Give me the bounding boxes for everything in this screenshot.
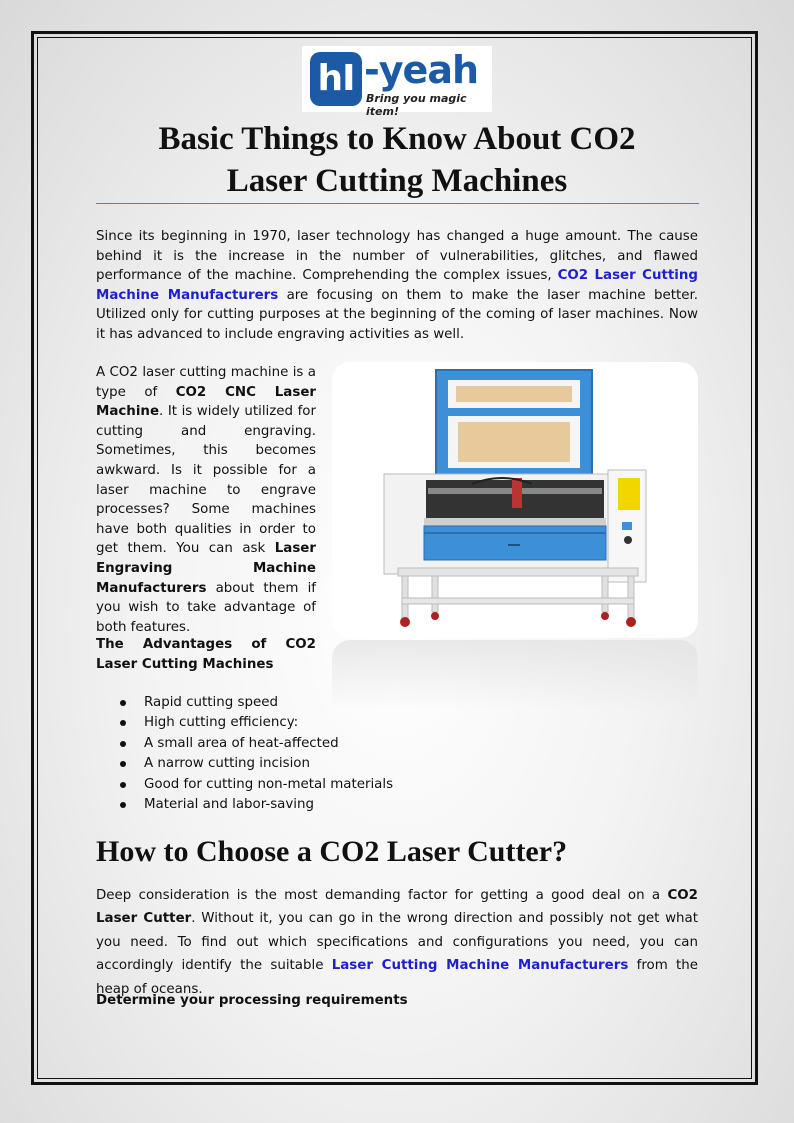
- title-divider: [96, 203, 699, 204]
- machine-text-1: A CO2 laser cutting machine is a type of: [96, 365, 316, 400]
- list-item-text: A small area of heat-affected: [144, 735, 339, 751]
- machine-text-3: about them if you wish to take advantage of both features.: [96, 580, 316, 635]
- bullet-icon: [120, 802, 126, 808]
- machine-bold-2: Laser Engraving Machine Manufacturers: [96, 541, 316, 596]
- laser-machine-illustration: [332, 362, 698, 638]
- bullet-icon: [120, 700, 126, 706]
- page-title-line2: Laser Cutting Machines: [226, 163, 568, 199]
- laser-machine-image: [332, 362, 698, 638]
- choose-paragraph: [96, 884, 698, 1001]
- processing-subheading: Determine your processing requirements: [96, 993, 408, 1008]
- list-item-text: High cutting efficiency:: [144, 715, 299, 731]
- machine-text-2: . It is widely utilized for cutting and engraving. Sometimes, this becomes awkward. Is it possible for a laser machine to engrave processes? Some machines have both qualities in order to get them. You can ask: [96, 404, 316, 557]
- list-item-text: Rapid cutting speed: [144, 695, 278, 710]
- bullet-icon: [120, 720, 126, 726]
- machine-paragraph: [96, 363, 316, 637]
- advantages-heading: The Advantages of CO2 Laser Cutting Machines: [96, 637, 316, 672]
- bullet-icon: [120, 741, 126, 747]
- list-item: [118, 693, 393, 713]
- bullet-icon: [120, 782, 126, 788]
- choose-bold-1: CO2 Laser Cutter: [96, 888, 698, 927]
- laser-manufacturers-link[interactable]: Laser Cutting Machine Manufacturers: [331, 958, 629, 974]
- page-title: [96, 118, 698, 202]
- logo-tagline: Bring you magic item!: [366, 92, 467, 118]
- intro-text-2: are focusing on them to make the laser machine better. Utilized only for cutting purposes at the beginning of the coming of laser machines. Now it has advanced to include engraving activities as well.: [96, 287, 698, 342]
- choose-text-1: Deep consideration is the most demanding factor for getting a good deal on a: [96, 888, 668, 903]
- advantages-list: [118, 693, 393, 815]
- choose-text-3: from the heap of oceans.: [96, 958, 699, 997]
- logo-badge: hI: [310, 52, 362, 106]
- list-item: [118, 795, 393, 815]
- list-item: [118, 713, 393, 733]
- page-title-line1: Basic Things to Know About CO2: [158, 121, 636, 157]
- intro-paragraph: [96, 227, 698, 345]
- list-item-text: Good for cutting non-metal materials: [144, 776, 394, 792]
- list-item: [118, 734, 393, 754]
- logo-brand-text: -yeah: [364, 48, 479, 92]
- list-item: [118, 754, 393, 774]
- bullet-icon: [120, 761, 126, 767]
- list-item: [118, 775, 393, 795]
- list-item-text: Material and labor-saving: [144, 797, 315, 813]
- list-item-text: A narrow cutting incision: [144, 756, 310, 772]
- brand-logo: [302, 46, 492, 118]
- machine-bold-1: CO2 CNC Laser Machine: [96, 384, 316, 420]
- intro-text-1: Since its beginning in 1970, laser technology has changed a huge amount. The cause behind it is the increase in the number of vulnerabilities, glitches, and flawed performance of the machine. Comprehending the complex issues,: [96, 229, 698, 284]
- co2-manufacturers-link[interactable]: CO2 Laser Cutting Machine Manufacturers: [96, 268, 698, 303]
- choose-text-2: . Without it, you can go in the wrong direction and possibly not get what you need. To find out which specifications and configurations you need, you can accordingly identify the suitable: [96, 911, 698, 974]
- section-heading-choose: How to Choose a CO2 Laser Cutter?: [96, 835, 568, 868]
